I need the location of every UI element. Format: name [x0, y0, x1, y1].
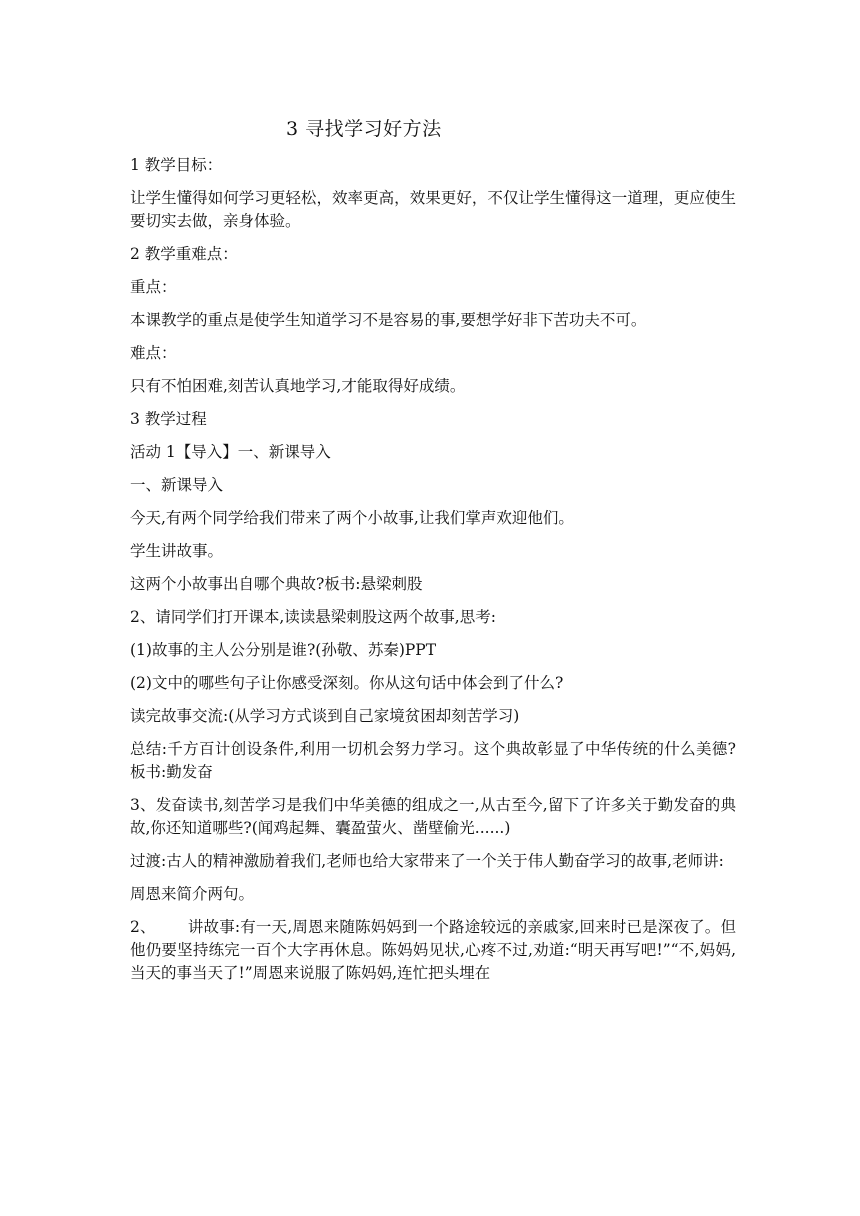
paragraph: 过渡:古人的精神激励着我们,老师也给大家带来了一个关于伟人勤奋学习的故事,老师讲:: [130, 852, 724, 870]
paragraph: 只有不怕困难,刻苦认真地学习,才能取得好成绩。: [130, 377, 466, 395]
paragraph: 2、请同学们打开课本,读读悬梁刺股这两个故事,思考:: [130, 608, 496, 626]
paragraph: 让学生懂得如何学习更轻松，效率更高，效果更好，不仅让学生懂得这一道理，更应使生要切实去做，亲身体验。: [130, 189, 736, 230]
paragraph: 3 教学过程: [130, 410, 207, 428]
document-body: [130, 154, 736, 995]
paragraph: 难点：: [130, 344, 177, 362]
paragraph: 重点：: [130, 278, 177, 296]
paragraph: 这两个小故事出自哪个典故?板书:悬梁刺股: [130, 575, 423, 593]
paragraph: (2)文中的哪些句子让你感受深刻。你从这句话中体会到了什么?: [130, 674, 564, 692]
paragraph: 本课教学的重点是使学生知道学习不是容易的事,要想学好非下苦功夫不可。: [130, 311, 647, 329]
paragraph: 2 教学重难点：: [130, 245, 238, 263]
document-title: 3 寻找学习好方法: [286, 118, 442, 140]
paragraph: 学生讲故事。: [130, 542, 224, 560]
paragraph-number: 2、: [130, 918, 156, 936]
paragraph: 1 教学目标：: [130, 156, 223, 174]
paragraph: 周恩来简介两句。: [130, 885, 255, 903]
paragraph-text: 讲故事:有一天,周恩来随陈妈妈到一个路途较远的亲戚家,回来时已是深夜了。但他仍要坚持练完一百个大字再休息。陈妈妈见状,心疼不过,劝道:“明天再写吧!”“不,妈妈,当天的事当天了!”周恩来说服了陈妈妈,连忙把头埋在: [130, 918, 736, 982]
paragraph: 今天,有两个同学给我们带来了两个小故事,让我们掌声欢迎他们。: [130, 509, 574, 527]
paragraph: 一、新课导入: [130, 476, 224, 494]
paragraph: 3、发奋读书,刻苦学习是我们中华美德的组成之一,从古至今,留下了许多关于勤发奋的典故,你还知道哪些?(闻鸡起舞、囊盈萤火、凿壁偷光......): [130, 796, 736, 837]
paragraph: 读完故事交流:(从学习方式谈到自己家境贫困却刻苦学习): [130, 707, 520, 725]
paragraph: [130, 916, 736, 985]
paragraph: 活动 1【导入】一、新课导入: [130, 443, 331, 461]
paragraph: (1)故事的主人公分别是谁?(孙敬、苏秦)PPT: [130, 641, 437, 659]
paragraph: 总结:千方百计创设条件,利用一切机会努力学习。这个典故彰显了中华传统的什么美德?板书:勤发奋: [130, 740, 736, 781]
